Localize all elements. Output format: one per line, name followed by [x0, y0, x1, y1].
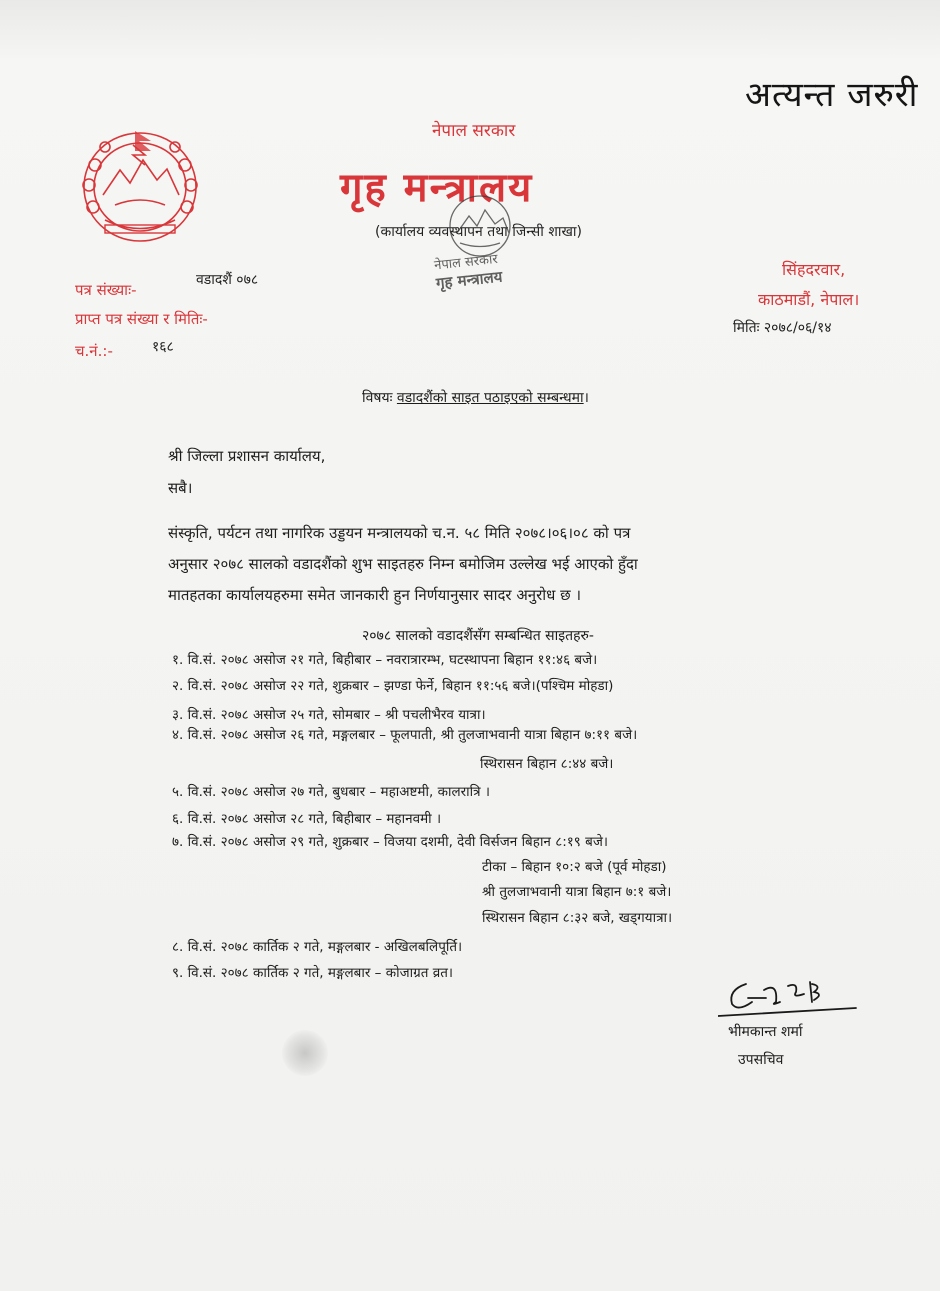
list-item: ४. वि.सं. २०७८ असोज २६ गते, मङ्गलबार – फूलपाती, श्री तुलजाभवानी यात्रा बिहान ७:११ बजे।: [172, 727, 638, 743]
subject-text: वडादशैंको साइत पठाइएको सम्बन्धमा: [396, 390, 584, 406]
list-item: ९. वि.सं. २०७८ कार्तिक २ गते, मङ्गलबार – कोजाग्रत व्रत।: [172, 965, 454, 981]
list-heading: २०७८ सालको वडादशैंसँग सम्बन्धित साइतहरु-: [362, 628, 594, 644]
body-line-3: मातहतका कार्यालयहरुमा समेत जानकारी हुन निर्णयानुसार सादर अनुरोध छ ।: [168, 586, 582, 604]
stamp-line-2: गृह मन्त्रालय: [435, 267, 504, 293]
office-branch: (कार्यालय व्यवस्थापन तथा जिन्सी शाखा): [375, 224, 582, 240]
dispatch-number-value: १६८: [152, 339, 174, 355]
list-item: १. वि.सं. २०७८ असोज २१ गते, बिहीबार – नवरात्रारम्भ, घटस्थापना बिहान ११:४६ बजे।: [172, 652, 598, 668]
letter-date: मितिः २०७८/०६/१४: [733, 320, 832, 336]
recipient-line-1: श्री जिल्ला प्रशासन कार्यालय,: [168, 447, 326, 465]
body-line-1: संस्कृति, पर्यटन तथा नागरिक उड्डयन मन्त्रालयको च.न. ५८ मिति २०७८।०६।०८ को पत्र: [168, 524, 631, 542]
recipient-line-2: सबै।: [168, 479, 193, 497]
letter-number-label: पत्र संख्याः-: [75, 281, 137, 299]
list-subitem: स्थिरासन बिहान ८:३२ बजे, खड्गयात्रा।: [482, 910, 673, 926]
subject-label: विषयः: [362, 390, 393, 406]
address-line-1: सिंहदरवार,: [782, 260, 846, 279]
list-item: ३. वि.सं. २०७८ असोज २५ गते, सोमबार – श्री पचलीभैरव यात्रा।: [172, 707, 486, 723]
address-line-2: काठमाडौं, नेपाल।: [758, 290, 860, 309]
stamp-text: [433, 249, 503, 294]
body-line-2: अनुसार २०७८ सालको वडादशैंको शुभ साइतहरु निम्न बमोजिम उल्लेख भई आएको हुँदा: [168, 555, 638, 573]
ministry-name: गृह मन्त्रालय: [340, 165, 534, 211]
signatory-title: उपसचिव: [738, 1052, 784, 1068]
dispatch-number-label: च.नं.:-: [75, 342, 113, 360]
ink-smudge: [282, 1030, 328, 1076]
government-name: नेपाल सरकार: [432, 121, 516, 141]
subject-line: [362, 388, 589, 407]
list-subitem: श्री तुलजाभवानी यात्रा बिहान ७:१ बजे।: [482, 884, 672, 900]
list-subitem: स्थिरासन बिहान ८:४४ बजे।: [480, 756, 614, 772]
list-item: ७. वि.सं. २०७८ असोज २९ गते, शुक्रबार – विजया दशमी, देवी विर्सजन बिहान ८:१९ बजे।: [172, 834, 608, 850]
signatory-name: भीमकान्त शर्मा: [728, 1024, 803, 1040]
urgency-mark: अत्यन्त जरुरी: [745, 75, 919, 115]
scan-edge-shadow: [0, 0, 940, 60]
list-item: ५. वि.सं. २०७८ असोज २७ गते, बुधबार – महाअष्टमी, कालरात्रि ।: [172, 784, 490, 800]
list-item: २. वि.सं. २०७८ असोज २२ गते, शुक्रबार – झण्डा फेर्ने, बिहान ११:५६ बजे।(पश्चिम मोहडा): [172, 678, 614, 694]
list-item: ८. वि.सं. २०७८ कार्तिक २ गते, मङ्गलबार - अखिलबलिपूर्ति।: [172, 939, 463, 955]
body-paragraph: [168, 518, 638, 611]
handwritten-signature-icon: [718, 972, 858, 1022]
list-subitem: टीका – बिहान १०:२ बजे (पूर्व मोहडा): [482, 859, 667, 875]
received-letter-label: प्राप्त पत्र संख्या र मितिः-: [75, 310, 208, 328]
nepal-emblem-icon: [75, 125, 205, 250]
letter-number-value: वडादशैं ०७८: [196, 272, 259, 288]
list-item: ६. वि.सं. २०७८ असोज २८ गते, बिहीबार – महानवमी ।: [172, 811, 442, 827]
stamp-line-1: नेपाल सरकार: [433, 251, 499, 274]
subject-end: ।: [583, 390, 589, 406]
